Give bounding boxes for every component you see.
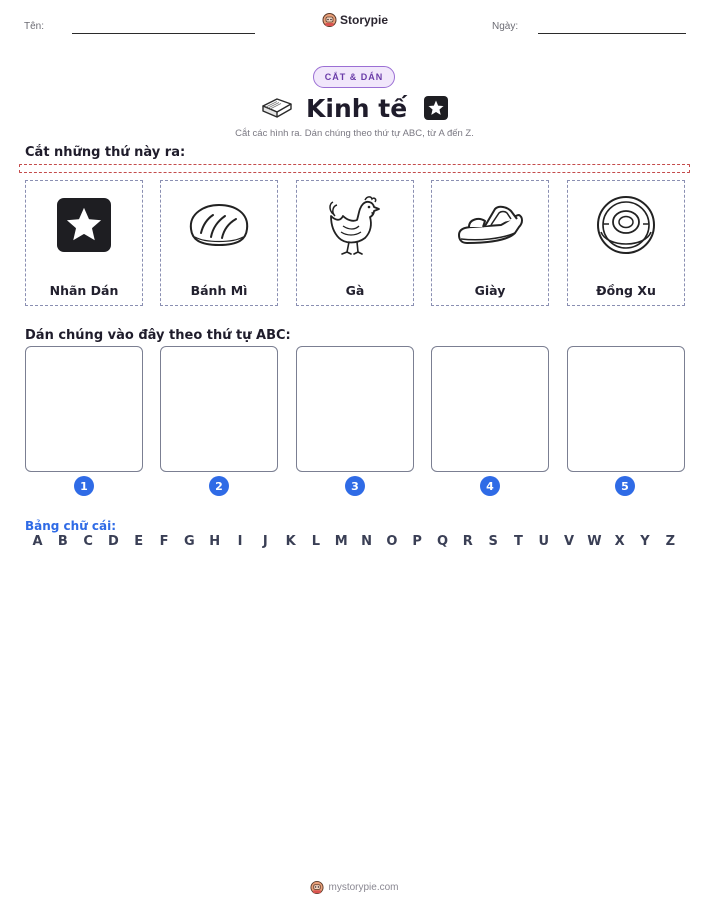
alphabet-letter: D	[108, 534, 119, 549]
alphabet-letter: J	[262, 534, 268, 549]
alphabet-letter: A	[32, 534, 43, 549]
alphabet-letter: E	[134, 534, 144, 549]
footer	[0, 880, 709, 895]
alphabet-letter: V	[564, 534, 575, 549]
slot-number-badge: 1	[74, 476, 94, 496]
bread-icon	[185, 199, 253, 251]
alphabet-letter: Q	[436, 534, 449, 549]
slot-number-badge: 3	[345, 476, 365, 496]
storypie-mascot-icon	[310, 880, 324, 895]
chicken-icon	[325, 192, 385, 258]
cut-card-label: Giày	[474, 283, 506, 298]
alphabet-letter: T	[514, 534, 523, 549]
alphabet-letter: S	[488, 534, 498, 549]
slot-number-badge: 5	[615, 476, 635, 496]
name-label: Tên:	[24, 21, 45, 32]
instructions: Cắt các hình ra. Dán chúng theo thứ tự ABC, từ A đến Z.	[235, 128, 474, 139]
paste-box-4[interactable]	[431, 346, 549, 472]
slot-number-badge: 4	[480, 476, 500, 496]
alphabet-letter: Y	[640, 534, 650, 549]
cut-card-label: Gà	[345, 283, 365, 298]
cut-card-chicken[interactable]	[296, 180, 414, 306]
alphabet-letter: X	[614, 534, 625, 549]
alphabet-letter: F	[159, 534, 169, 549]
paste-section-heading: Dán chúng vào đây theo thứ tự ABC:	[25, 328, 291, 343]
alphabet-letter: I	[237, 534, 243, 549]
cut-card-coin[interactable]	[567, 180, 685, 306]
slot-number-badge: 2	[209, 476, 229, 496]
date-label: Ngày:	[492, 21, 519, 32]
alphabet-letter: W	[587, 534, 602, 549]
cut-section-heading: Cắt những thứ này ra:	[25, 145, 186, 160]
alphabet-letter: N	[361, 534, 372, 549]
alphabet-letter: P	[412, 534, 422, 549]
cut-dashed-line	[19, 164, 690, 173]
alphabet-letter: L	[311, 534, 321, 549]
alphabet-letter: H	[209, 534, 221, 549]
footer-url[interactable]: mystorypie.com	[328, 882, 399, 893]
cut-card-label: Đồng Xu	[596, 283, 656, 298]
date-write-line	[538, 33, 686, 34]
alphabet-letter: G	[184, 534, 195, 549]
paste-box-3[interactable]	[296, 346, 414, 472]
activity-type-badge: CẮT & DÁN	[313, 66, 395, 88]
alphabet-letter: O	[386, 534, 398, 549]
storypie-mascot-icon	[322, 12, 337, 28]
star-sticker-icon	[423, 95, 449, 121]
page-title: Kinh tế	[306, 93, 408, 123]
alphabet-letter: K	[285, 534, 296, 549]
alphabet-title: Bảng chữ cái:	[25, 519, 117, 533]
paste-box-2[interactable]	[160, 346, 278, 472]
cut-card-shoe[interactable]	[431, 180, 549, 306]
alphabet-letter: C	[83, 534, 93, 549]
alphabet-letter: B	[57, 534, 68, 549]
paste-box-1[interactable]	[25, 346, 143, 472]
paste-box-5[interactable]	[567, 346, 685, 472]
name-write-line	[72, 33, 255, 34]
brand-name: Storypie	[340, 13, 389, 27]
cut-card-label: Nhãn Dán	[49, 283, 119, 298]
brand-logo	[322, 12, 388, 28]
alphabet-row	[25, 534, 683, 549]
book-icon	[260, 94, 294, 122]
alphabet-letter: M	[334, 534, 348, 549]
cut-card-bread[interactable]	[160, 180, 278, 306]
alphabet-letter: R	[462, 534, 473, 549]
sandal-icon	[455, 197, 525, 253]
star-sticker-icon	[55, 196, 113, 254]
coin-icon	[595, 194, 657, 256]
alphabet-letter: Z	[665, 534, 676, 549]
alphabet-letter: U	[538, 534, 550, 549]
cut-card-sticker[interactable]	[25, 180, 143, 306]
cut-card-label: Bánh Mì	[190, 283, 248, 298]
title-row	[260, 90, 449, 126]
